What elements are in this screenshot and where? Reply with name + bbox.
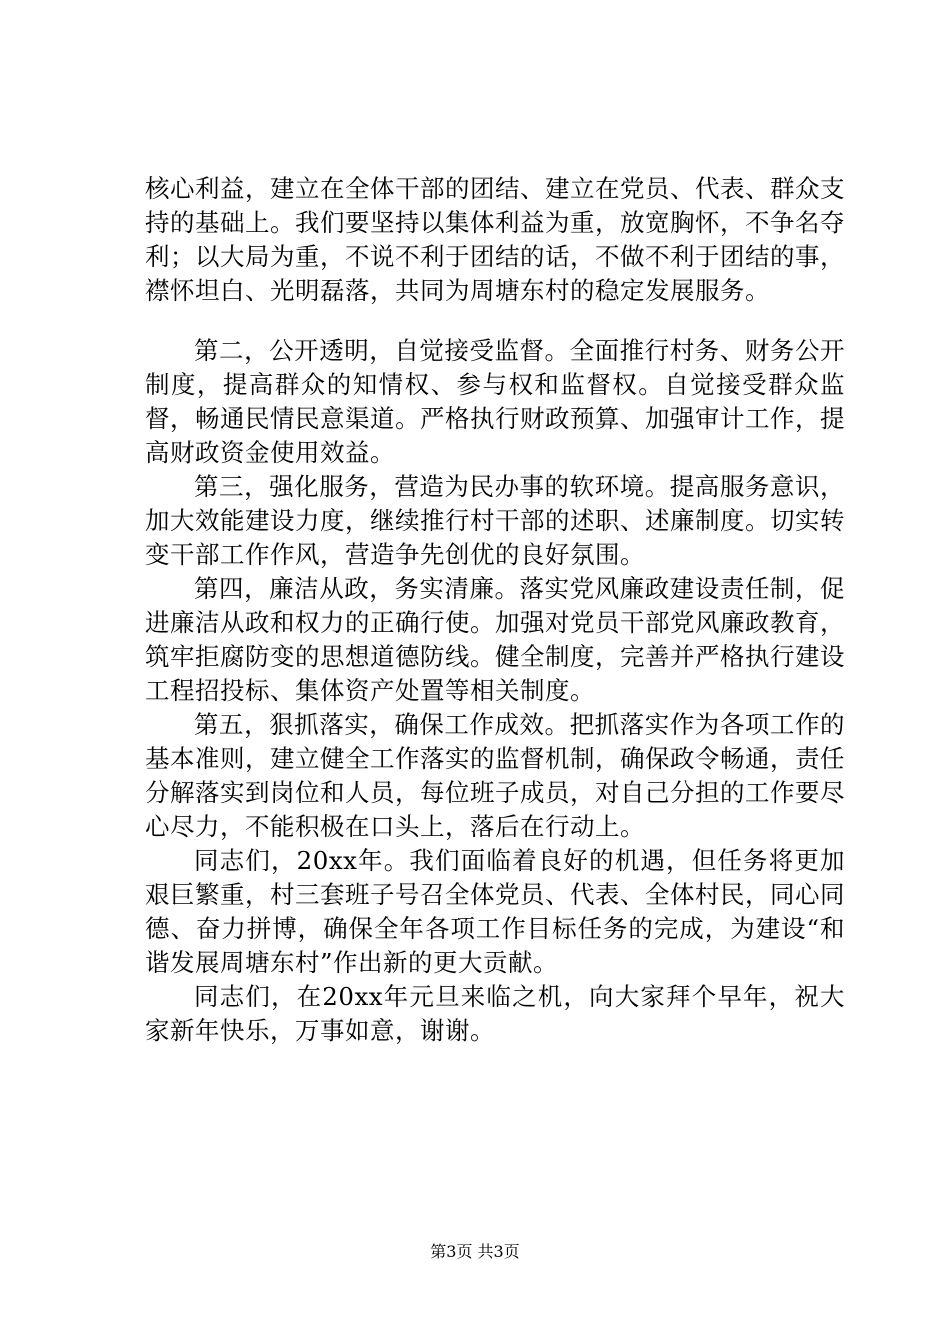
page-number-footer: 第3页 共3页 xyxy=(430,1242,520,1261)
document-body xyxy=(145,172,845,1048)
paragraph-core-interests: 核心利益，建立在全体干部的团结、建立在党员、代表、群众支持的基础上。我们要坚持以集体利益为重，放宽胸怀，不争名夺利；以大局为重，不说不利于团结的话，不做不利于团结的事，襟怀坦白、光明磊落，共同为周塘东村的稳定发展服务。 xyxy=(145,174,845,305)
paragraph-new-year-greeting: 同志们，在20xx年元旦来临之机，向大家拜个早年，祝大家新年快乐，万事如意，谢谢。 xyxy=(145,982,845,1045)
paragraph-fourth-point: 第四，廉洁从政，务实清廉。落实党风廉政建设责任制，促进廉洁从政和权力的正确行使。加强对党员干部党风廉政教育，筑牢拒腐防变的思想道德防线。健全制度，完善并严格执行建设工程招投标、集体资产处置等相关制度。 xyxy=(145,574,845,705)
paragraph-third-point: 第三，强化服务，营造为民办事的软环境。提高服务意识，加大效能建设力度，继续推行村干部的述职、述廉制度。切实转变干部工作作风，营造争先创优的良好氛围。 xyxy=(145,472,845,569)
paragraph-second-point: 第二，公开透明，自觉接受监督。全面推行村务、财务公开制度，提高群众的知情权、参与权和监督权。自觉接受群众监督，畅通民情民意渠道。严格执行财政预算、加强审计工作，提高财政资金使用效益。 xyxy=(145,336,845,467)
paragraph-fifth-point: 第五，狠抓落实，确保工作成效。把抓落实作为各项工作的基本准则，建立健全工作落实的监督机制，确保政令畅通，责任分解落实到岗位和人员，每位班子成员，对自己分担的工作要尽心尽力，不能积极在口头上，落后在行动上。 xyxy=(145,710,845,841)
paragraph-comrades-goals: 同志们，20xx年。我们面临着良好的机遇，但任务将更加艰巨繁重，村三套班子号召全体党员、代表、全体村民，同心同德、奋力拼博，确保全年各项工作目标任务的完成，为建设“和谐发展周塘东村”作出新的更大贡献。 xyxy=(145,846,845,977)
